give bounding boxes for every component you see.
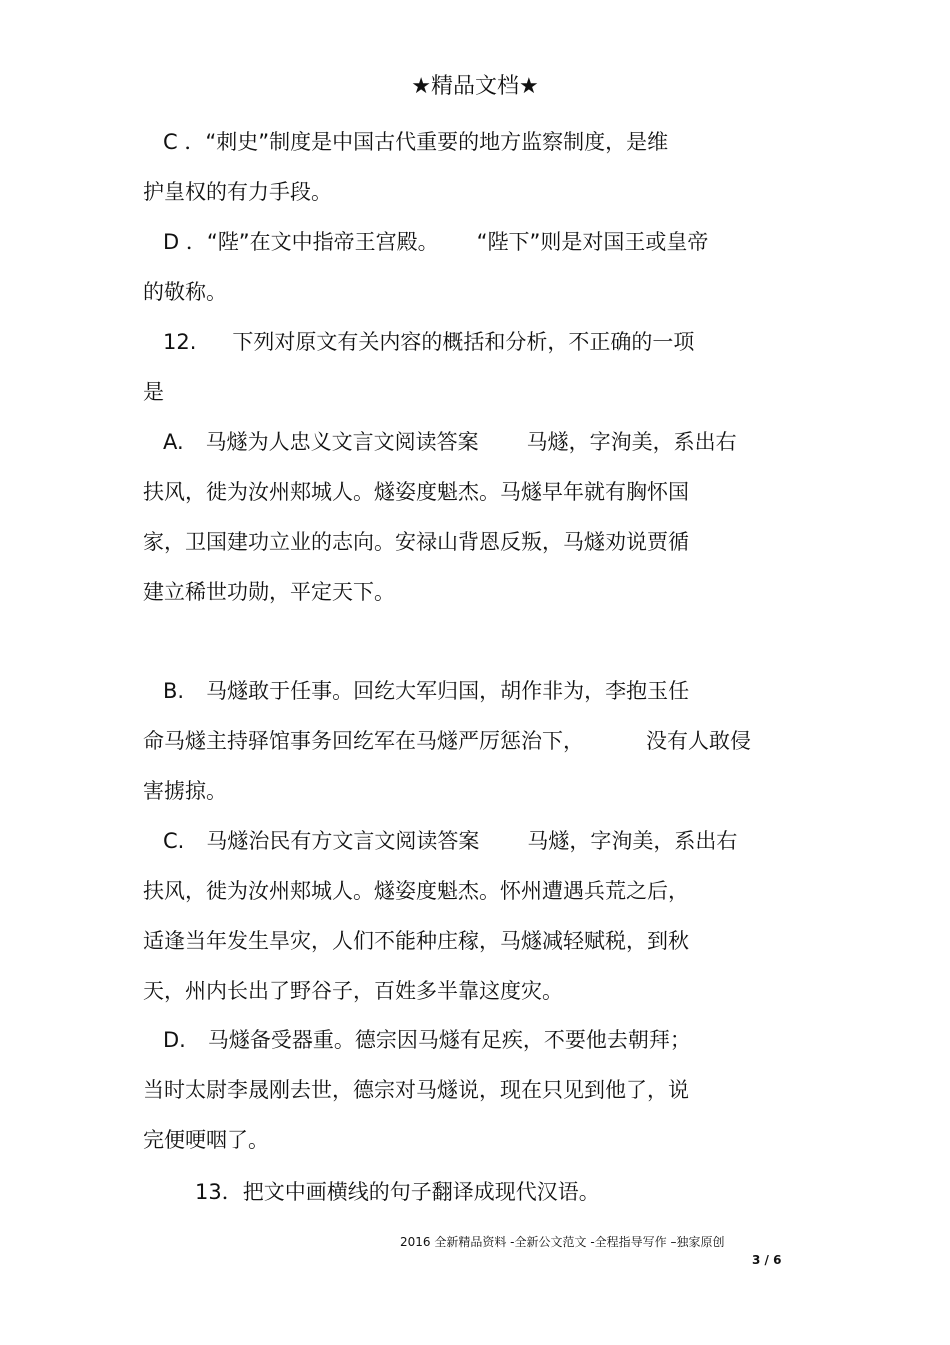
option-d-line-1 <box>163 227 708 257</box>
answer-b-label: B. <box>163 679 185 703</box>
answer-a-line-1 <box>163 427 737 457</box>
answer-c-line-4: 天，州内长出了野谷子，百姓多半靠这度灾。 <box>143 979 563 1003</box>
answer-b-text-1: 马燧敢于任事。回纥大军归国，胡作非为，李抱玉任 <box>206 679 690 703</box>
page-header-title: ★精品文档★ <box>411 74 539 99</box>
answer-d-line-1 <box>163 1025 691 1055</box>
answer-a-text-2: 马燧，字洵美，系出右 <box>526 430 737 454</box>
answer-a-line-4: 建立稀世功勋，平定天下。 <box>143 580 395 604</box>
answer-b-line-1 <box>163 676 689 706</box>
answer-c-line-1 <box>163 826 737 856</box>
answer-c-text-1: 马燧治民有方文言文阅读答案 <box>206 829 480 853</box>
answer-b-text-3: 没有人敢侵 <box>646 729 751 753</box>
answer-b-line-3: 害掳掠。 <box>143 779 227 803</box>
answer-a-text-1: 马燧为人忠义文言文阅读答案 <box>205 430 479 454</box>
option-d-part-2: “陛下”则是对国王或皇帝 <box>476 230 709 254</box>
question-12-number: 12. <box>163 330 197 354</box>
option-c-line-2: 护皇权的有力手段。 <box>143 180 332 204</box>
option-d-part-1: D ．“陛”在文中指帝王宫殿。 <box>163 230 439 254</box>
page-number: 3 / 6 <box>752 1253 782 1267</box>
answer-d-text-1: 马燧备受器重。德宗因马燧有足疾，不要他去朝拜； <box>207 1028 691 1052</box>
answer-c-line-2: 扶风，徙为汝州郏城人。燧姿度魁杰。怀州遭遇兵荒之后， <box>143 879 689 903</box>
answer-d-line-2: 当时太尉李晟刚去世，德宗对马燧说，现在只见到他了，说 <box>143 1078 689 1102</box>
answer-c-text-2: 马燧，字洵美，系出右 <box>527 829 738 853</box>
answer-d-line-3: 完便哽咽了。 <box>143 1128 269 1152</box>
question-13: 13．把文中画横线的句子翻译成现代汉语。 <box>195 1180 600 1204</box>
answer-a-line-2: 扶风，徙为汝州郏城人。燧姿度魁杰。马燧早年就有胸怀国 <box>143 480 689 504</box>
question-12-stem: 下列对原文有关内容的概括和分析，不正确的一项 <box>232 330 695 354</box>
answer-c-line-3: 适逢当年发生旱灾，人们不能种庄稼，马燧减轻赋税，到秋 <box>143 929 689 953</box>
answer-b-line-2 <box>143 726 751 756</box>
answer-b-text-2: 命马燧主持驿馆事务回纥军在马燧严厉惩治下， <box>143 729 584 753</box>
question-12-line-2: 是 <box>143 380 164 404</box>
page-footer-text: 2016 全新精品资料 -全新公文范文 -全程指导写作 –独家原创 <box>400 1235 725 1249</box>
answer-a-label: A. <box>163 430 184 454</box>
question-12-line-1 <box>163 327 694 357</box>
answer-d-label: D. <box>163 1028 186 1052</box>
answer-a-line-3: 家，卫国建功立业的志向。安禄山背恩反叛，马燧劝说贾循 <box>143 530 689 554</box>
option-d-line-2: 的敬称。 <box>143 280 227 304</box>
answer-c-label: C. <box>163 829 185 853</box>
option-c-line-1: C ．“刺史”制度是中国古代重要的地方监察制度，是维 <box>163 130 669 154</box>
